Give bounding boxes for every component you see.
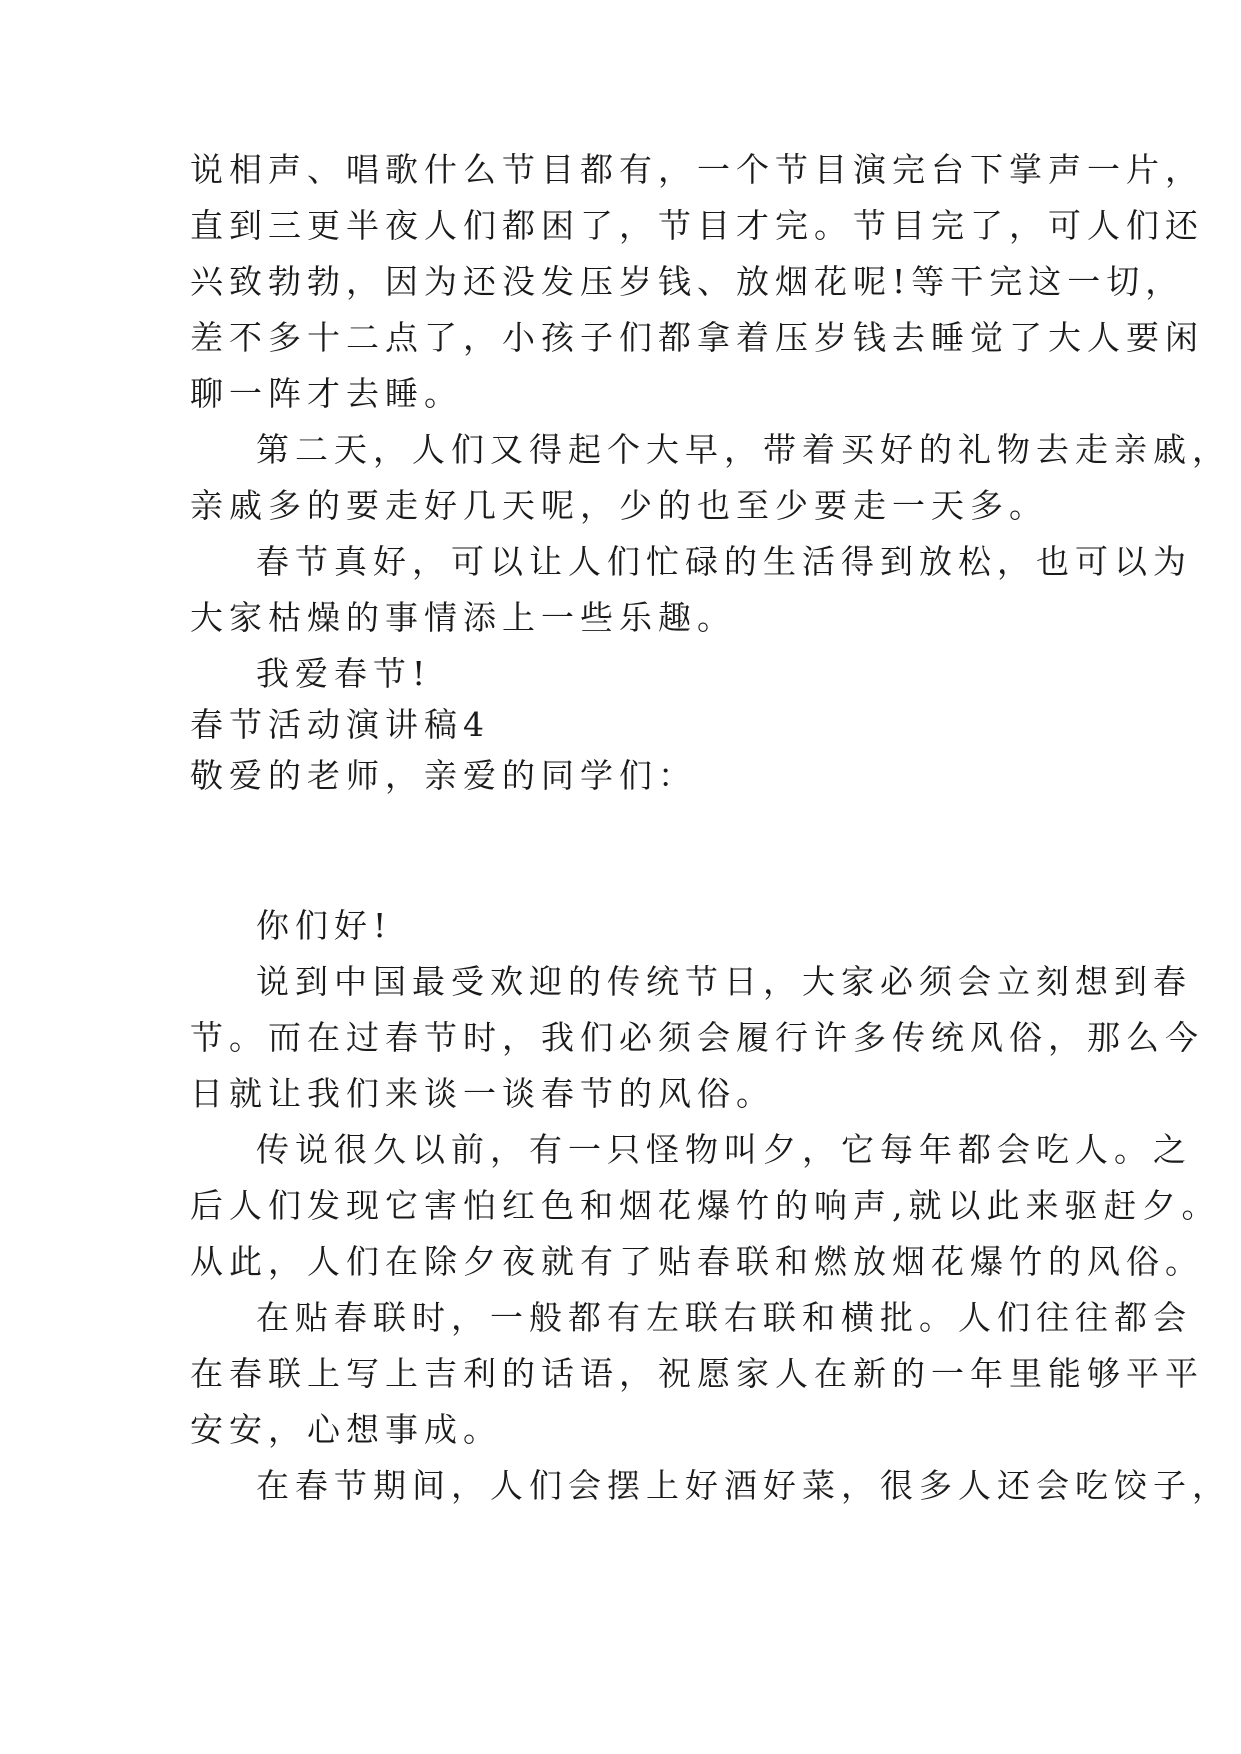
text-line: 说相声、唱歌什么节目都有，一个节目演完台下掌声一片， — [190, 150, 1204, 189]
paragraph-first-line: 说到中国最受欢迎的传统节日，大家必须会立刻想到春 — [256, 962, 1192, 1001]
text-line: 从此，人们在除夕夜就有了贴春联和燃放烟花爆竹的风俗。 — [190, 1242, 1204, 1281]
text-line: 安安，心想事成。 — [190, 1410, 502, 1449]
text-line: 聊一阵才去睡。 — [190, 374, 463, 413]
paragraph-first-line: 我爱春节! — [256, 654, 432, 693]
text-line: 直到三更半夜人们都困了，节目才完。节目完了，可人们还 — [190, 206, 1204, 245]
text-line: 节。而在过春节时，我们必须会履行许多传统风俗，那么今 — [190, 1018, 1204, 1057]
text-line: 大家枯燥的事情添上一些乐趣。 — [190, 598, 736, 637]
text-line: 在春联上写上吉利的话语，祝愿家人在新的一年里能够平平 — [190, 1354, 1204, 1393]
paragraph-first-line: 春节真好，可以让人们忙碌的生活得到放松，也可以为 — [256, 542, 1192, 581]
paragraph-first-line: 第二天，人们又得起个大早，带着买好的礼物去走亲戚， — [256, 430, 1231, 469]
text-line: 后人们发现它害怕红色和烟花爆竹的响声,就以此来驱赶夕。 — [190, 1186, 1221, 1225]
paragraph-first-line: 在贴春联时，一般都有左联右联和横批。人们往往都会 — [256, 1298, 1192, 1337]
text-line: 亲戚多的要走好几天呢，少的也至少要走一天多。 — [190, 486, 1048, 525]
greeting: 你们好! — [256, 906, 393, 945]
text-line: 日就让我们来谈一谈春节的风俗。 — [190, 1074, 775, 1113]
paragraph-first-line: 在春节期间，人们会摆上好酒好菜，很多人还会吃饺子， — [256, 1466, 1231, 1505]
paragraph-first-line: 传说很久以前，有一只怪物叫夕，它每年都会吃人。之 — [256, 1130, 1192, 1169]
text-line: 兴致勃勃，因为还没发压岁钱、放烟花呢!等干完这一切， — [190, 262, 1185, 301]
text-line: 差不多十二点了，小孩子们都拿着压岁钱去睡觉了大人要闲 — [190, 318, 1204, 357]
salutation: 敬爱的老师，亲爱的同学们： — [190, 756, 697, 795]
section-heading: 春节活动演讲稿4 — [190, 705, 490, 744]
